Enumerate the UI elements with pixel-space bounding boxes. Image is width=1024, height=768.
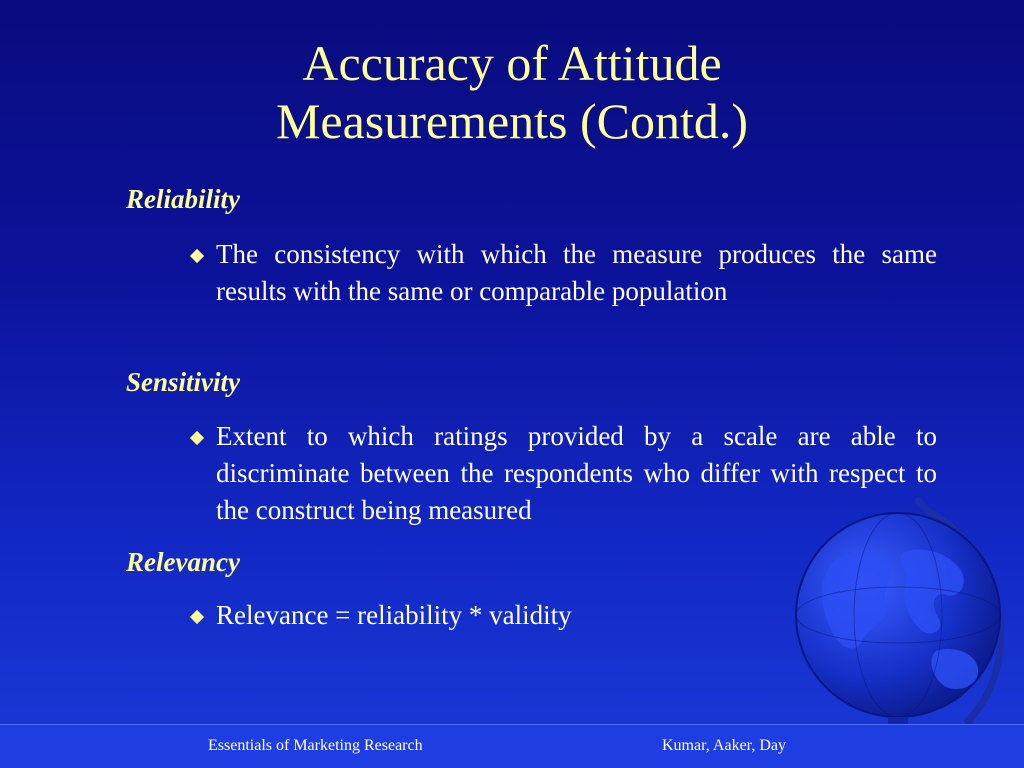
bullet-text: Extent to which ratings provided by a scale are able to discriminate between the respondents who differ with respect to the construct being measured <box>216 421 937 525</box>
bullet-text: The consistency with which the measure produces the same results with the same or comparable population <box>216 239 937 306</box>
footer-authors: Kumar, Aaker, Day <box>662 737 787 754</box>
diamond-bullet-icon <box>190 431 204 445</box>
slide-title-line-2: Measurements (Contd.) <box>275 93 749 149</box>
section-heading-reliability: Reliability <box>126 184 240 214</box>
bullet-item-reliability <box>192 236 937 310</box>
footer-course-title: Essentials of Marketing Research <box>208 737 423 754</box>
bullet-item-sensitivity <box>192 418 937 529</box>
section-heading-relevancy: Relevancy <box>126 547 240 577</box>
diamond-bullet-icon <box>190 610 204 624</box>
diamond-bullet-icon <box>190 249 204 263</box>
bullet-text: Relevance = reliability * validity <box>216 600 572 630</box>
section-heading-sensitivity: Sensitivity <box>126 367 240 397</box>
slide-footer <box>0 724 1024 768</box>
slide-title-line-1: Accuracy of Attitude <box>302 35 722 91</box>
bullet-item-relevancy <box>192 597 937 634</box>
